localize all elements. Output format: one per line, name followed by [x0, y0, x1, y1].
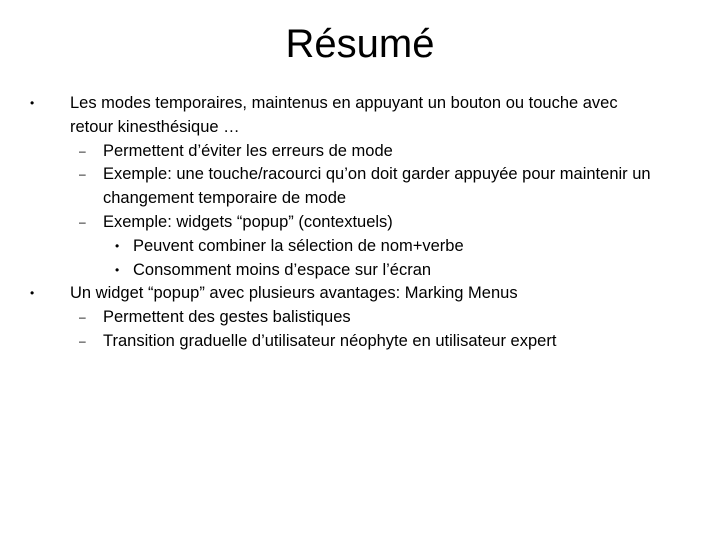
- sub-bullet-item: [0, 306, 720, 330]
- bullet-item: [0, 282, 720, 306]
- sub-bullet-text: Transition graduelle d’utilisateur néophyte en utilisateur expert: [103, 331, 557, 350]
- sub-bullet-text: changement temporaire de mode: [103, 189, 347, 208]
- sub-sub-bullet-text: Consomment moins d’espace sur l’écran: [133, 260, 432, 279]
- dash-icon: –: [79, 310, 86, 325]
- bullet-text: Un widget “popup” avec plusieurs avantages: Marking Menus: [70, 284, 518, 303]
- sub-bullet-text: Permettent d’éviter les erreurs de mode: [103, 141, 393, 160]
- sub-bullet-item: [0, 163, 720, 187]
- bullet-icon: •: [115, 262, 120, 277]
- sub-bullet-item-continuation: [0, 187, 720, 211]
- bullet-item: [0, 92, 720, 116]
- sub-bullet-item: [0, 211, 720, 235]
- bullet-icon: •: [30, 286, 35, 301]
- sub-bullet-item: [0, 140, 720, 164]
- sub-sub-bullet-text: Peuvent combiner la sélection de nom+verbe: [133, 236, 464, 255]
- bullet-text: retour kinesthésique …: [70, 117, 240, 136]
- dash-icon: –: [79, 333, 86, 348]
- sub-sub-bullet-item: [0, 235, 720, 259]
- slide-content: [0, 92, 720, 354]
- sub-sub-bullet-item: [0, 259, 720, 283]
- bullet-item-continuation: [0, 116, 720, 140]
- bullet-icon: •: [30, 96, 35, 110]
- sub-bullet-text: Exemple: widgets “popup” (contextuels): [103, 212, 393, 231]
- sub-bullet-item: [0, 330, 720, 354]
- dash-icon: –: [79, 167, 86, 182]
- bullet-icon: •: [115, 238, 120, 253]
- dash-icon: –: [79, 143, 86, 158]
- sub-bullet-text: Exemple: une touche/racourci qu’on doit garder appuyée pour maintenir un: [103, 165, 651, 184]
- sub-bullet-text: Permettent des gestes balistiques: [103, 308, 351, 327]
- dash-icon: –: [79, 214, 86, 229]
- bullet-text: Les modes temporaires, maintenus en appuyant un bouton ou touche avec: [70, 94, 618, 112]
- slide-title: Résumé: [285, 22, 435, 66]
